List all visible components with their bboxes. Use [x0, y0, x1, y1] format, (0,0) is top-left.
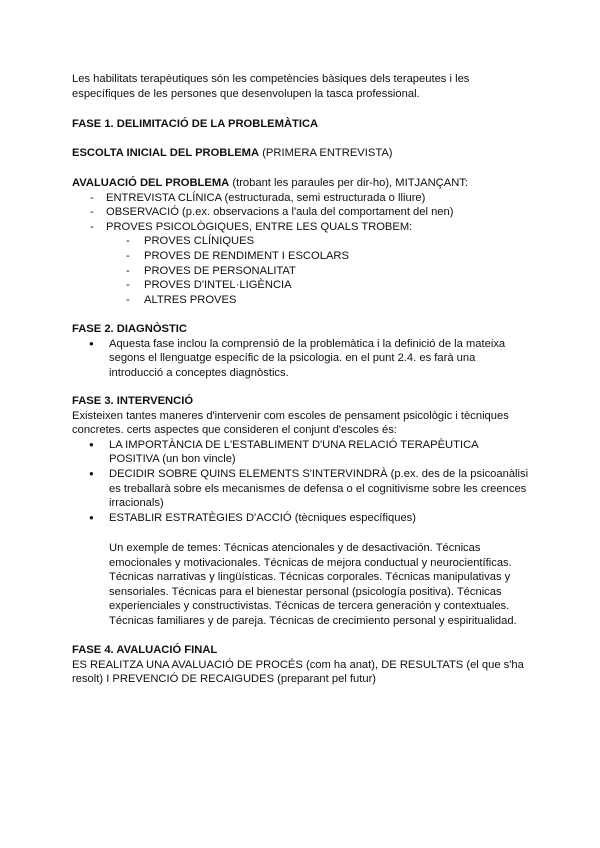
avaluacio-note: (trobant les paraules per dir-ho), MITJANÇANT: [229, 177, 468, 189]
fase4-line: resolt) I PREVENCIÓ DE RECAIGUDES (preparant pel futur) [72, 673, 377, 686]
list-item [72, 337, 538, 381]
intro-line: Les habilitats terapèutiques són les competències bàsiques dels terapeutes i les [72, 73, 470, 85]
bullet-line: segons el llenguatge específic de la psicologia. en el punt 2.4. es farà una [109, 352, 476, 365]
bullet-line: POSITIVA (un bon vincle) [109, 453, 236, 466]
fase4-line: ES REALITZA UNA AVALUACIÓ DE PROCÉS (com ha anat), DE RESULTATS (el que s'ha [72, 658, 524, 671]
section-title: FASE 4. AVALUACIÓ FINAL [72, 644, 218, 656]
bullet-line: ● LA IMPORTÀNCIA DE L'ESTABLIMENT D'UNA RELACIÓ TERAPÈUTICA [109, 438, 479, 451]
fase3-intro-line: Existeixen tantes maneres d'intervenir com escoles de pensament psicològic i tècniques [72, 409, 509, 422]
fase1-heading [72, 117, 538, 132]
fase3-block [72, 394, 538, 525]
escolta-label: ESCOLTA INICIAL DEL PROBLEMA [72, 147, 260, 159]
bullet-line: ● Aquesta fase inclou la comprensió de la problemàtica i la definició de la mateixa [109, 337, 506, 350]
fase2-list [72, 337, 538, 381]
example-line: Técnicas narrativas y lingüísticas. Técnicas corporales. Técnicas manipulativas y [109, 571, 511, 584]
list-item [72, 511, 538, 526]
fase4-block [72, 643, 538, 687]
section-title: FASE 3. INTERVENCIÓ [72, 395, 194, 407]
escolta-line [72, 146, 538, 161]
bullet-line: es treballarà sobre els mecanismes de defensa o el cognitivisme sobre les creences [109, 482, 527, 495]
fase2-block [72, 322, 538, 380]
fase3-list [72, 438, 538, 526]
intro-paragraph [72, 72, 538, 101]
example-line: Un exemple de temes: Técnicas atencionales y de desactivación. Técnicas [109, 542, 481, 554]
list-item: - PROVES DE RENDIMENT I ESCOLARS [72, 249, 538, 264]
proves-list [72, 234, 538, 307]
list-item: - ENTREVISTA CLÍNICA (estructurada, semi estructurada o lliure) [72, 191, 538, 206]
avaluacio-block [72, 176, 538, 307]
list-item: - PROVES DE PERSONALITAT [72, 264, 538, 279]
avaluacio-list [72, 191, 538, 235]
fase3-intro-line: concretes. certs aspectes que consideren el conjunt d'escoles és: [72, 424, 397, 437]
avaluacio-label: AVALUACIÓ DEL PROBLEMA [72, 177, 230, 189]
intro-line: específiques de les persones que desenvolupen la tasca professional. [72, 87, 420, 100]
example-paragraph [72, 541, 575, 629]
list-item: - ALTRES PROVES [72, 293, 538, 308]
example-line: Técnicas familiares y de pareja. Técnicas de crecimiento personal y espiritualidad. [109, 614, 517, 627]
list-item [72, 438, 538, 467]
list-item: - PROVES CLÍNIQUES [72, 234, 538, 249]
example-line: emocionales y motivacionales. Técnicas de mejora conductual y neurocientíficas. [109, 556, 512, 569]
section-title: FASE 1. DELIMITACIÓ DE LA PROBLEMÀTICA [72, 118, 319, 130]
bullet-line: ● DECIDIR SOBRE QUINS ELEMENTS S'INTERVINDRÀ (p.ex. des de la psicoanàlisi [109, 467, 529, 480]
bullet-line: introducció a conceptes diagnòstics. [109, 366, 289, 379]
escolta-note: (PRIMERA ENTREVISTA) [259, 147, 393, 159]
example-line: sensoriales. Técnicas para el bienestar personal (psicología positiva). Técnicas [109, 585, 502, 598]
list-item: - PROVES PSICOLÒGIQUES, ENTRE LES QUALS TROBEM: [72, 220, 538, 235]
bullet-line: irracionals) [109, 497, 164, 510]
list-item [72, 467, 538, 511]
example-line: experienciales y constructivistas. Técnicas de tercera generación y contextuales. [109, 600, 510, 613]
list-item: - PROVES D'INTEL·LIGÈNCIA [72, 278, 538, 293]
bullet-line: ● ESTABLIR ESTRATÈGIES D'ACCIÓ (tècniques específiques) [109, 511, 416, 524]
list-item: - OBSERVACIÓ (p.ex. observacions a l'aula del comportament del nen) [72, 205, 538, 220]
section-title: FASE 2. DIAGNÒSTIC [72, 323, 187, 335]
